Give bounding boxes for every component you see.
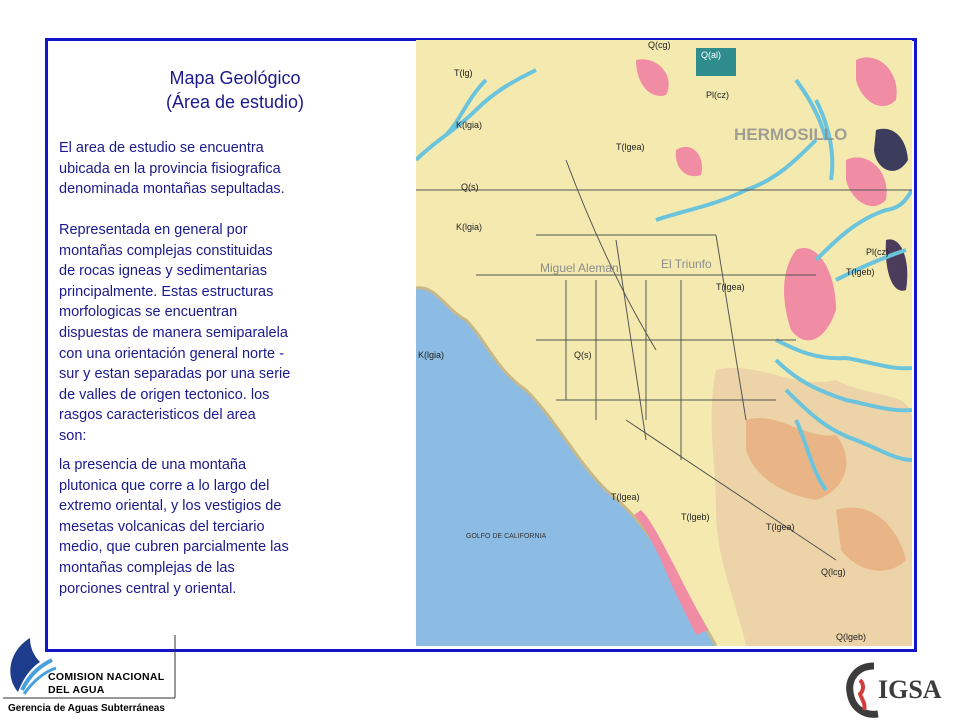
city-label: HERMOSILLO bbox=[734, 125, 848, 144]
map-unit-label: T(lgea) bbox=[766, 522, 795, 532]
map-unit-label: T(lgea) bbox=[611, 492, 640, 502]
cna-subtitle: Gerencia de Aguas Subterráneas bbox=[8, 703, 165, 714]
town2-label: El Triunfo bbox=[661, 257, 712, 271]
cna-name-line2: DEL AGUA bbox=[48, 684, 105, 696]
geologic-map-image bbox=[416, 40, 912, 646]
map-unit-label: T(lgeb) bbox=[846, 267, 875, 277]
map-unit-label: T(lgea) bbox=[616, 142, 645, 152]
geologic-map bbox=[416, 40, 912, 646]
map-unit-label: K(lgia) bbox=[456, 222, 483, 232]
map-unit-label: Q(s) bbox=[461, 182, 479, 192]
igsa-wordmark: IGSA bbox=[878, 675, 942, 704]
sea-label: GOLFO DE CALIFORNIA bbox=[466, 533, 547, 540]
map-unit-label: K(lgia) bbox=[418, 350, 445, 360]
map-unit-label: Q(s) bbox=[574, 350, 592, 360]
map-unit-label: T(lgea) bbox=[716, 282, 745, 292]
title-line-1: Mapa Geológico bbox=[169, 68, 301, 88]
map-unit-label: Pl(cz) bbox=[866, 247, 889, 257]
title-line-2: (Área de estudio) bbox=[165, 92, 305, 112]
map-unit-label: Q(cg) bbox=[648, 40, 671, 50]
map-unit-label: Pl(cz) bbox=[706, 90, 729, 100]
map-unit-label: T(lg) bbox=[454, 68, 473, 78]
map-unit-label: Q(lcg) bbox=[821, 567, 846, 577]
paragraph-1: El area de estudio se encuentra ubicada en la provincia fisiografica denominada montañas sepultadas. bbox=[59, 140, 285, 198]
paragraph-3: la presencia de una montaña plutonica que corre a lo largo del extremo oriental, y los vestigios de mesetas volcanicas del terciario medio, que cubren parcialmente las montañas complejas de las porciones central y oriental. bbox=[59, 457, 289, 597]
map-unit-label: K(lgia) bbox=[456, 120, 483, 130]
map-unit-label: Q(lgeb) bbox=[836, 632, 867, 642]
map-unit-label: T(lgeb) bbox=[681, 512, 710, 522]
town-label: Miguel Aleman bbox=[540, 261, 619, 275]
cna-name-line1: COMISION NACIONAL bbox=[48, 671, 165, 683]
map-unit-label: Q(al) bbox=[701, 50, 721, 60]
paragraph-2: Representada en general por montañas complejas constituidas de rocas igneas y sedimentarias principalmente. Estas estructuras morfologicas se encuentran dispuestas de manera semiparalela con una orientación general norte - sur y estan separadas por una serie de valles de origen tectonico. los rasgos caracteristicos del area son: bbox=[59, 222, 291, 444]
slide-title bbox=[105, 66, 365, 114]
